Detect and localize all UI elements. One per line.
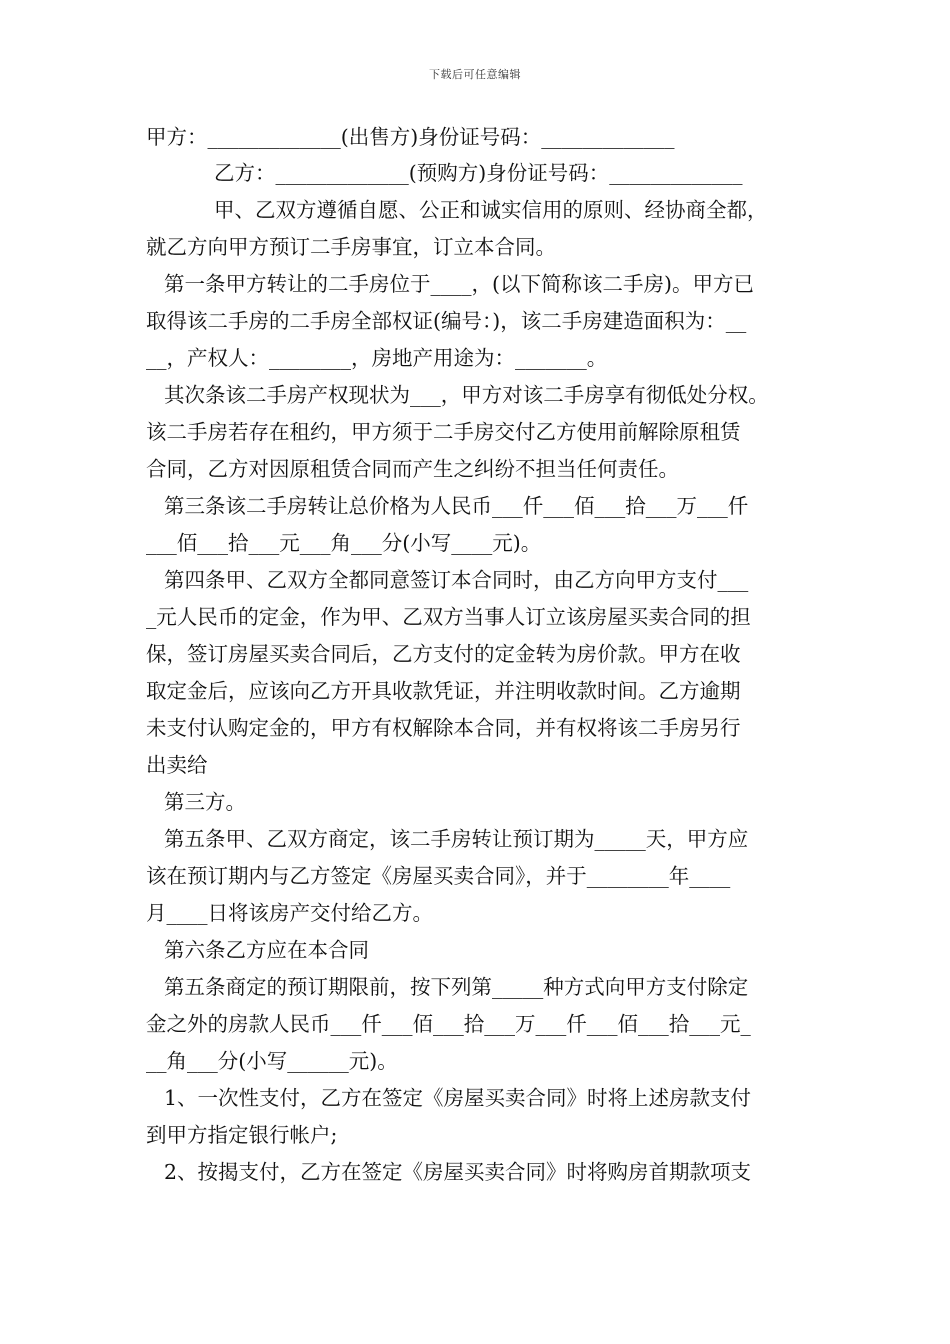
article-4-line-1: 第四条甲、乙双方全都同意签订本合同时，由乙方向甲方支付___ xyxy=(164,568,749,592)
article-1-line-3: __，产权人：________，房地产用途为：_______。 xyxy=(146,346,608,370)
article-1-line-2: 取得该二手房的二手房全部权证(编号：)，该二手房建造面积为：__ xyxy=(146,309,747,333)
article-3-line-1: 第三条该二手房转让总价格为人民币___仟___佰___拾___万___仟 xyxy=(164,494,749,518)
payment-option-1-line-2: 到甲方指定银行帐户; xyxy=(146,1123,338,1147)
payment-option-1-line-1: 1、一次性支付，乙方在签定《房屋买卖合同》时将上述房款支付 xyxy=(164,1086,752,1110)
preamble-line-2: 就乙方向甲方预订二手房事宜，订立本合同。 xyxy=(146,235,556,259)
article-6-line-3: 金之外的房款人民币___仟___佰___拾___万___仟___佰___拾___元_ xyxy=(146,1012,751,1036)
article-4-line-2: _元人民币的定金，作为甲、乙双方当事人订立该房屋买卖合同的担 xyxy=(146,605,751,629)
article-3-line-2: ___佰___拾___元___角___分(小写____元)。 xyxy=(146,531,542,555)
article-4-line-7: 第三方。 xyxy=(164,790,246,814)
article-2-line-2: 该二手房若存在租约，甲方须于二手房交付乙方使用前解除原租赁 xyxy=(146,420,741,444)
article-6-line-1: 第六条乙方应在本合同 xyxy=(164,938,369,962)
article-5-line-1: 第五条甲、乙双方商定，该二手房转让预订期为_____天，甲方应 xyxy=(164,827,749,851)
payment-option-2-line-1: 2、按揭支付，乙方在签定《房屋买卖合同》时将购房首期款项支 xyxy=(164,1160,752,1184)
party-a-line: 甲方：_____________(出售方)身份证号码：_____________ xyxy=(146,125,675,149)
party-b-line: 乙方：_____________(预购方)身份证号码：_____________ xyxy=(214,161,743,185)
article-4-line-6: 出卖给 xyxy=(146,753,208,777)
article-2-line-3: 合同，乙方对因原租赁合同而产生之纠纷不担当任何责任。 xyxy=(146,457,679,481)
article-6-line-2: 第五条商定的预订期限前，按下列第_____种方式向甲方支付除定 xyxy=(164,975,749,999)
article-4-line-4: 取定金后，应该向乙方开具收款凭证，并注明收款时间。乙方逾期 xyxy=(146,679,741,703)
article-5-line-2: 该在预订期内与乙方签定《房屋买卖合同》，并于________年____ xyxy=(146,864,731,888)
article-1-line-1: 第一条甲方转让的二手房位于____，(以下简称该二手房)。甲方已 xyxy=(164,272,754,296)
article-6-line-4: __角___分(小写______元)。 xyxy=(146,1049,398,1073)
page-header-note: 下载后可任意编辑 xyxy=(429,68,521,81)
article-4-line-5: 未支付认购定金的，甲方有权解除本合同，并有权将该二手房另行 xyxy=(146,716,741,740)
article-4-line-3: 保，签订房屋买卖合同后，乙方支付的定金转为房价款。甲方在收 xyxy=(146,642,741,666)
article-2-line-1: 其次条该二手房产权现状为___，甲方对该二手房享有彻低处分权。 xyxy=(164,383,769,407)
article-5-line-3: 月____日将该房产交付给乙方。 xyxy=(146,901,433,925)
preamble-line-1: 甲、乙双方遵循自愿、公正和诚实信用的原则、经协商全都， xyxy=(214,198,768,222)
